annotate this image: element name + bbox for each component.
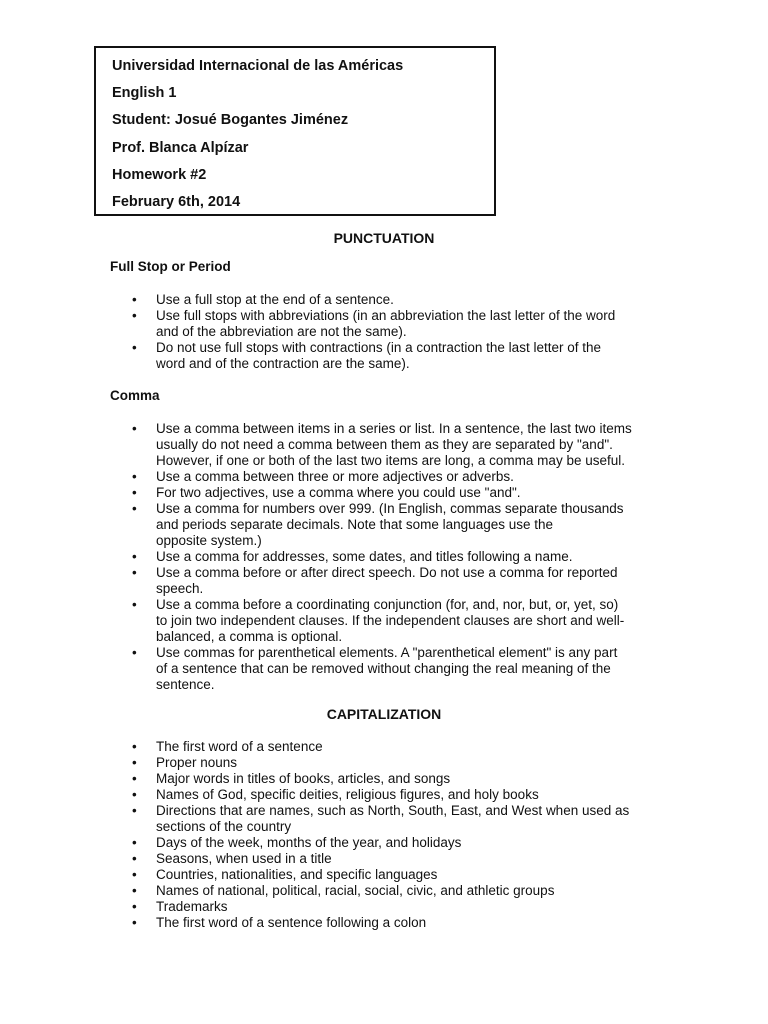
full-stop-list (132, 292, 672, 372)
homework-date: February 6th, 2014 (112, 193, 241, 210)
list-item: • The first word of a sentence following a colon (132, 915, 672, 931)
university-name: Universidad Internacional de las Américas (112, 58, 404, 74)
course-name: English 1 (112, 85, 177, 102)
list-item: • Use a comma for numbers over 999. (In English, commas separate thousands and periods separate decimals. Note that some languages use the opposite system.) (132, 501, 672, 549)
list-item: • Names of national, political, racial, social, civic, and athletic groups (132, 883, 672, 899)
list-item: • Seasons, when used in a title (132, 851, 672, 867)
header-box (94, 46, 496, 216)
list-item: • Use commas for parenthetical elements. A "parenthetical element" is any part of a sentence that can be removed without changing the real meaning of the sentence. (132, 645, 672, 693)
list-item: • Days of the week, months of the year, and holidays (132, 835, 672, 851)
list-item: • Use a comma before or after direct speech. Do not use a comma for reported speech. (132, 565, 672, 597)
list-item: • Use full stops with abbreviations (in an abbreviation the last letter of the word and of the abbreviation are not the same). (132, 308, 672, 340)
list-item: • Directions that are names, such as North, South, East, and West when used as sections of the country (132, 803, 672, 835)
list-item: • Use a comma between items in a series or list. In a sentence, the last two items usually do not need a comma between them as they are separated by "and". However, if one or both of the last two items are long, a comma may be useful. (132, 421, 672, 469)
list-item: • Use a comma before a coordinating conjunction (for, and, nor, but, or, yet, so) to join two independent clauses. If the independent clauses are short and well- balanced, a comma is optional. (132, 597, 672, 645)
list-item: • The first word of a sentence (132, 739, 672, 755)
list-item: • For two adjectives, use a comma where you could use "and". (132, 485, 672, 501)
punctuation-title: PUNCTUATION (333, 230, 435, 246)
list-item: • Trademarks (132, 899, 672, 915)
list-item: • Countries, nationalities, and specific languages (132, 867, 672, 883)
list-item: • Major words in titles of books, articles, and songs (132, 771, 672, 787)
list-item: • Proper nouns (132, 755, 672, 771)
list-item: • Use a comma for addresses, some dates, and titles following a name. (132, 549, 672, 565)
comma-heading: Comma (110, 388, 160, 403)
professor-name: Prof. Blanca Alpízar (112, 139, 249, 156)
list-item: • Names of God, specific deities, religious figures, and holy books (132, 787, 672, 803)
student-name: Student: Josué Bogantes Jiménez (112, 112, 349, 129)
homework-number: Homework #2 (112, 166, 207, 183)
capitalization-list (132, 739, 672, 931)
capitalization-title: CAPITALIZATION (326, 706, 442, 722)
list-item: • Use a comma between three or more adjectives or adverbs. (132, 469, 672, 485)
full-stop-heading: Full Stop or Period (110, 259, 231, 274)
list-item: • Use a full stop at the end of a sentence. (132, 292, 672, 308)
list-item: • Do not use full stops with contractions (in a contraction the last letter of the word and of the contraction are the same). (132, 340, 672, 372)
comma-list (132, 421, 672, 693)
